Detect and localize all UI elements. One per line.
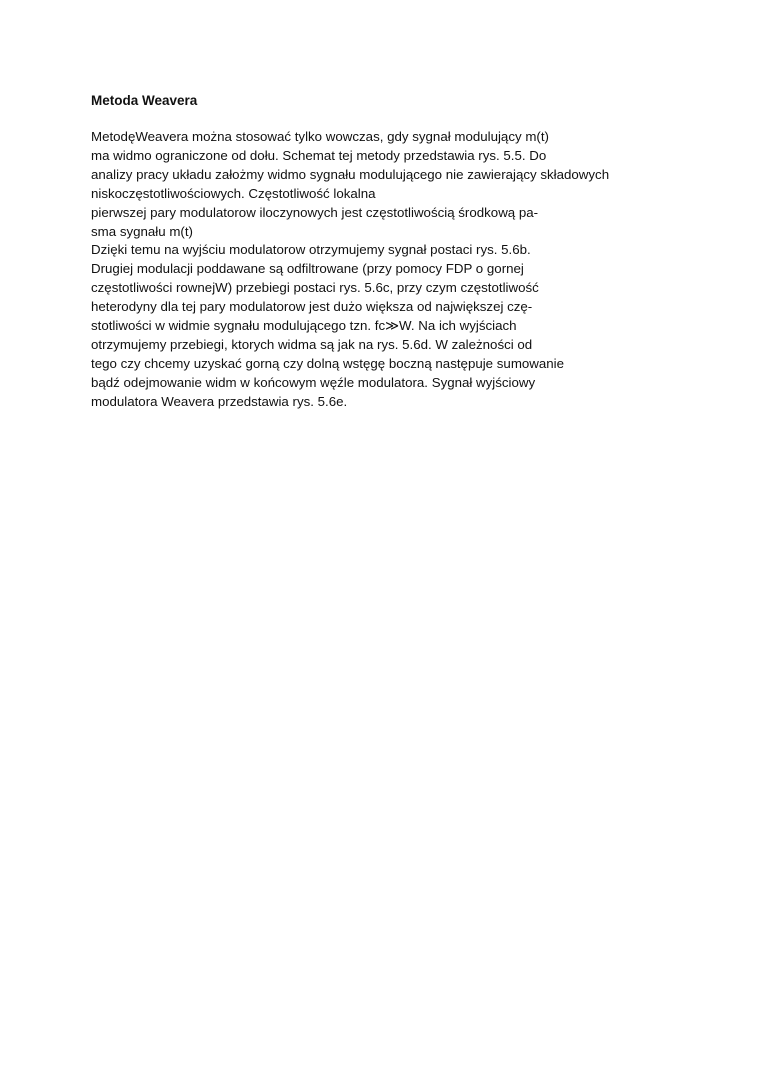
body-line-5: pierwszej pary modulatorow iloczynowych jest częstotliwością środkową pa-: [91, 204, 539, 220]
body-line-12: otrzymujemy przebiegi, ktorych widma są jak na rys. 5.6d. W zależności od: [91, 336, 533, 352]
body-line-13: tego czy chcemy uzyskać gorną czy dolną wstęgę boczną następuje sumowanie: [91, 355, 565, 371]
body-line-1: MetodęWeavera można stosować tylko wowczas, gdy sygnał modulujący m(t): [91, 129, 549, 144]
body-line-10: heterodyny dla tej pary modulatorow jest dużo większa od największej czę-: [91, 299, 533, 315]
body-line-11: stotliwości w widmie sygnału modulującego tzn. fc≫W. Na ich wyjściach: [91, 318, 517, 334]
body-line-9: częstotliwości rownejW) przebiegi postaci rys. 5.6c, przy czym częstotliwość: [91, 280, 539, 296]
body-line-2: ma widmo ograniczone od dołu. Schemat tej metody przedstawia rys. 5.5. Do: [91, 147, 547, 163]
body-line-7: Dzięki temu na wyjściu modulatorow otrzymujemy sygnał postaci rys. 5.6b.: [91, 242, 531, 258]
body-line-8: Drugiej modulacji poddawane są odfiltrowane (przy pomocy FDP o gornej: [91, 261, 524, 277]
body-line-4: niskoczęstotliwościowych. Częstotliwość lokalna: [91, 185, 376, 201]
body-line-6: sma sygnału m(t): [91, 223, 193, 239]
document-body: [91, 128, 731, 412]
body-line-15: modulatora Weavera przedstawia rys. 5.6e.: [91, 393, 348, 409]
body-line-14: bądź odejmowanie widm w końcowym węźle modulatora. Sygnał wyjściowy: [91, 374, 536, 390]
body-line-3: analizy pracy układu założmy widmo sygnału modulującego nie zawierający składowych: [91, 166, 610, 182]
document-title: Metoda Weavera: [91, 93, 198, 108]
